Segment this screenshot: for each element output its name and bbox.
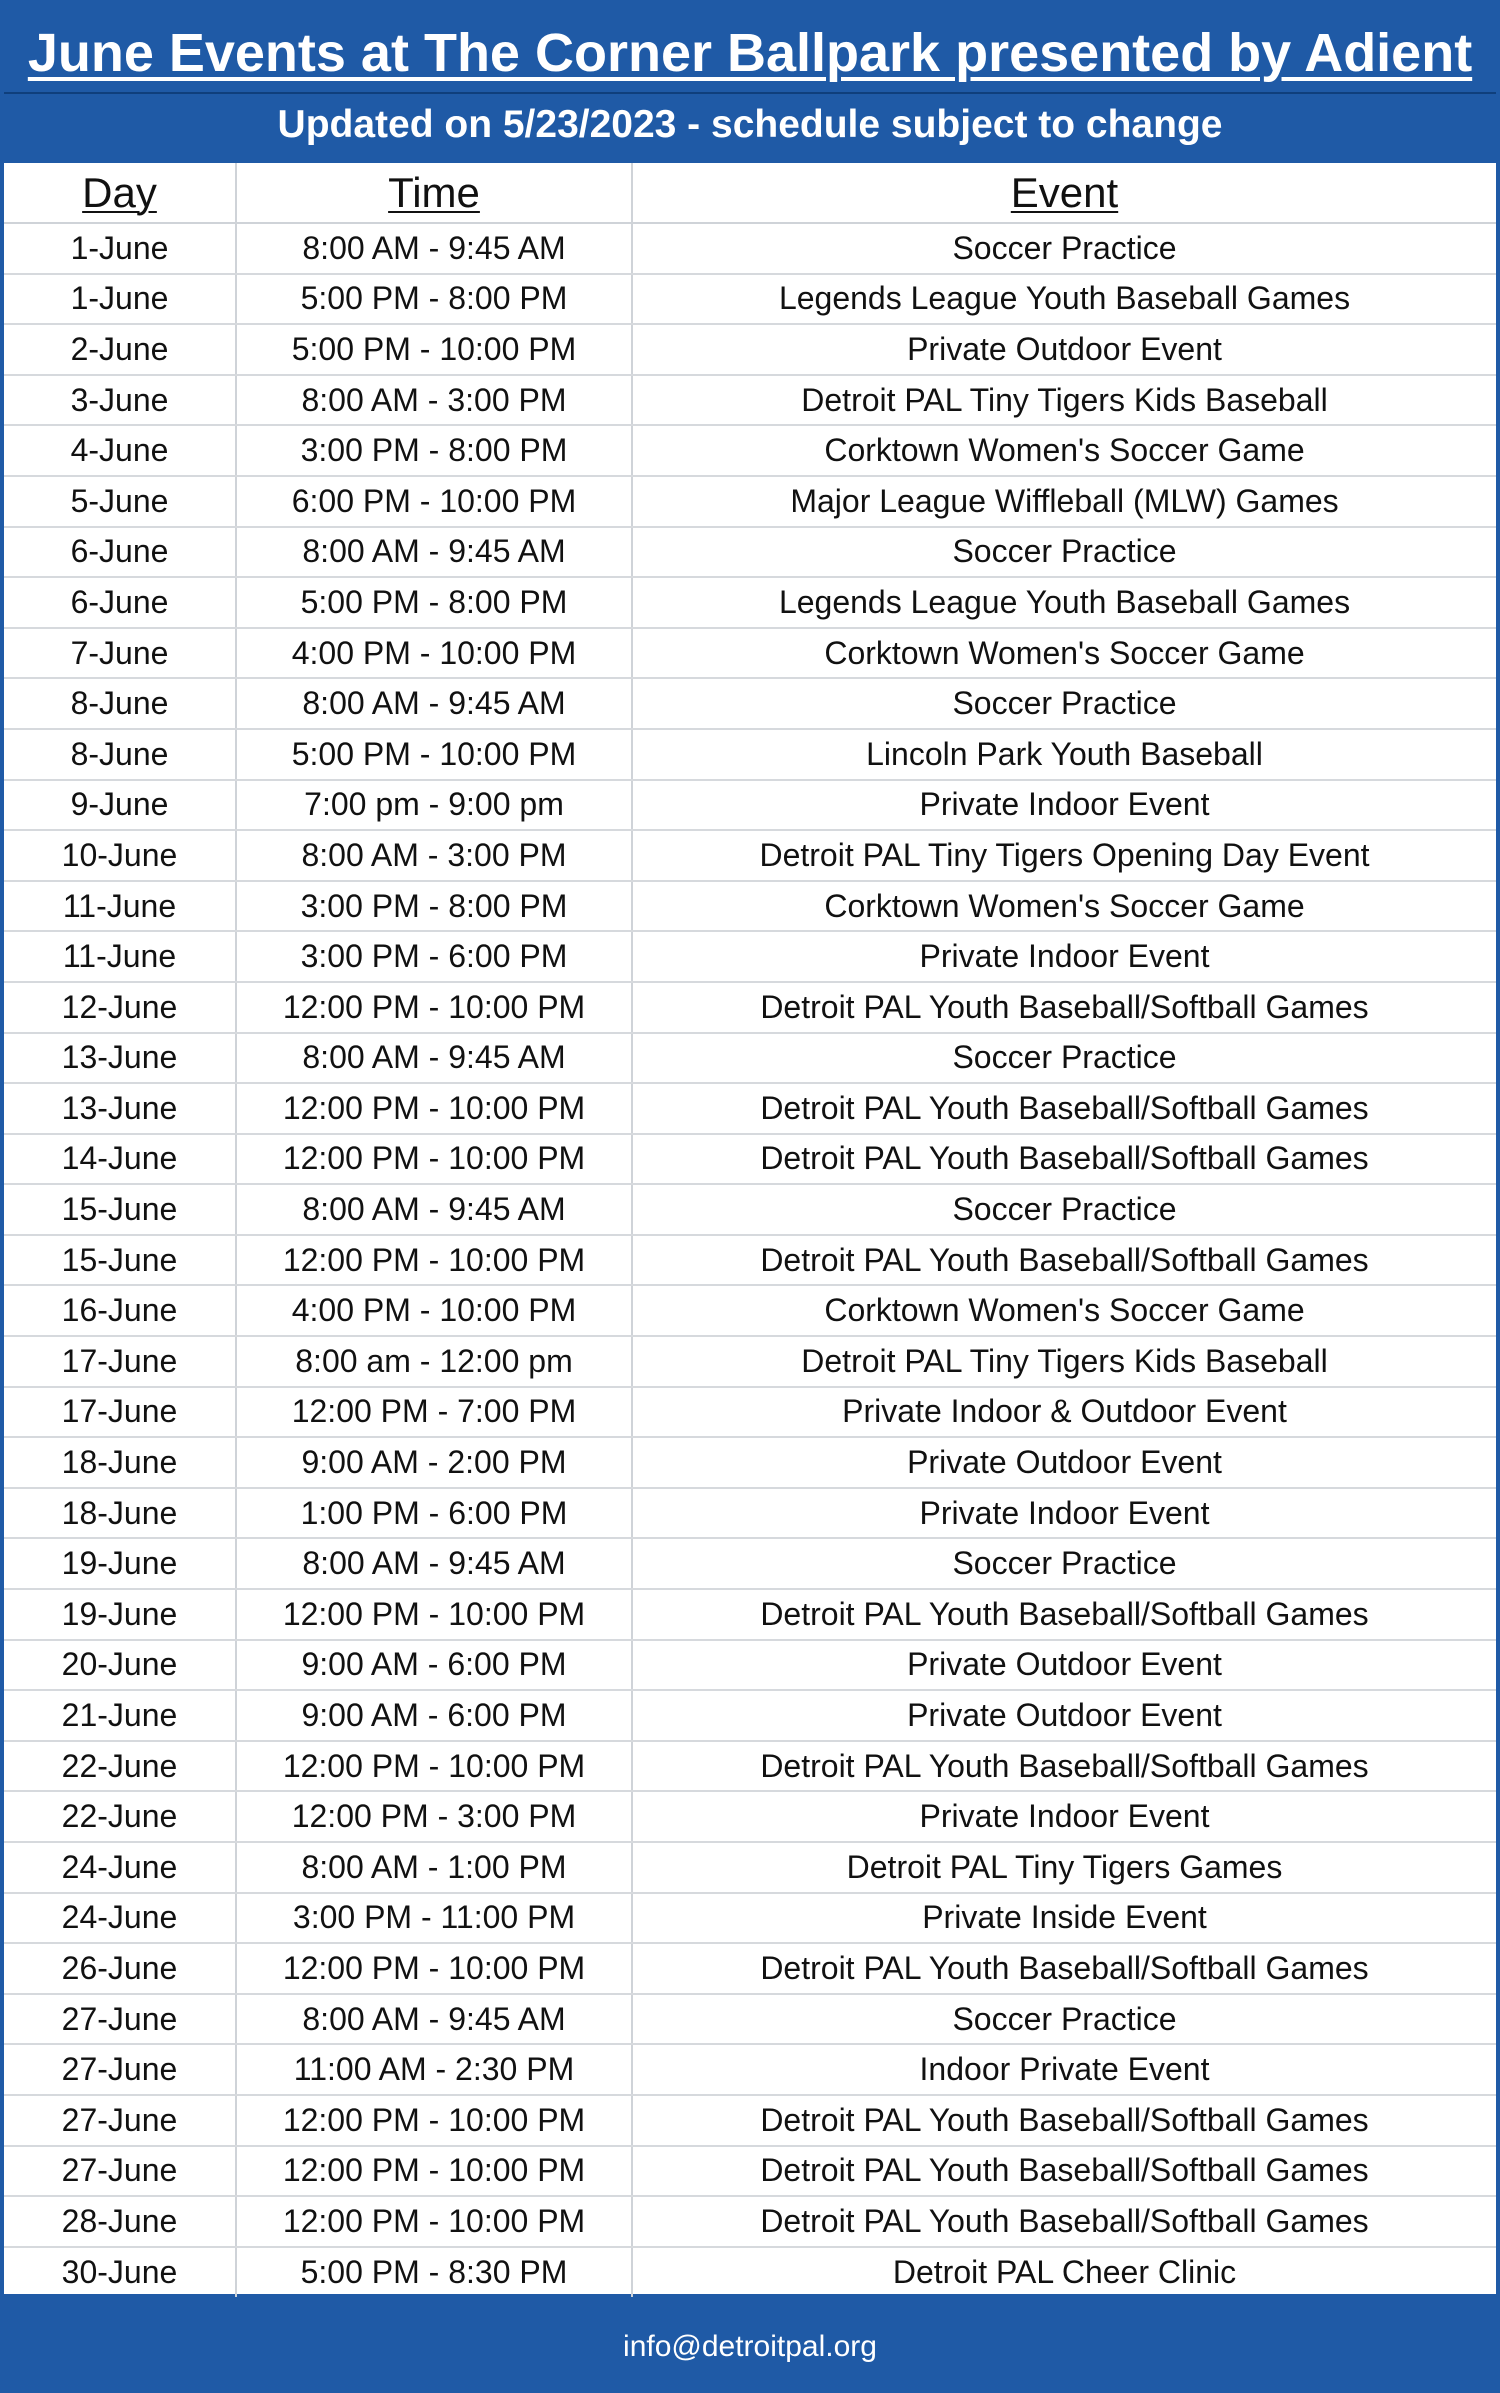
time-cell: 4:00 PM - 10:00 PM — [236, 1285, 632, 1336]
day-cell: 27-June — [4, 2095, 236, 2146]
time-cell: 7:00 pm - 9:00 pm — [236, 780, 632, 831]
time-cell: 12:00 PM - 10:00 PM — [236, 982, 632, 1033]
table-row — [4, 425, 1496, 476]
event-cell: Detroit PAL Youth Baseball/Softball Games — [632, 1235, 1496, 1286]
time-cell: 11:00 AM - 2:30 PM — [236, 2044, 632, 2095]
event-cell: Legends League Youth Baseball Games — [632, 274, 1496, 325]
table-row — [4, 780, 1496, 831]
table-row — [4, 982, 1496, 1033]
event-cell: Detroit PAL Youth Baseball/Softball Games — [632, 1741, 1496, 1792]
table-row — [4, 1690, 1496, 1741]
time-cell: 5:00 PM - 10:00 PM — [236, 324, 632, 375]
day-cell: 6-June — [4, 577, 236, 628]
time-cell: 6:00 PM - 10:00 PM — [236, 476, 632, 527]
day-cell: 22-June — [4, 1741, 236, 1792]
header-row — [4, 163, 1496, 223]
day-cell: 19-June — [4, 1538, 236, 1589]
time-cell: 8:00 am - 12:00 pm — [236, 1336, 632, 1387]
table-row — [4, 1387, 1496, 1438]
footer — [0, 2300, 1500, 2393]
day-cell: 1-June — [4, 274, 236, 325]
time-cell: 1:00 PM - 6:00 PM — [236, 1488, 632, 1539]
day-cell: 9-June — [4, 780, 236, 831]
event-cell: Soccer Practice — [632, 1994, 1496, 2045]
time-cell: 12:00 PM - 10:00 PM — [236, 2146, 632, 2197]
table-row — [4, 274, 1496, 325]
time-cell: 3:00 PM - 8:00 PM — [236, 425, 632, 476]
table-row — [4, 1640, 1496, 1691]
event-cell: Detroit PAL Youth Baseball/Softball Games — [632, 2095, 1496, 2146]
table-row — [4, 1842, 1496, 1893]
table-row — [4, 628, 1496, 679]
day-cell: 11-June — [4, 881, 236, 932]
event-cell: Corktown Women's Soccer Game — [632, 881, 1496, 932]
time-cell: 8:00 AM - 9:45 AM — [236, 1184, 632, 1235]
event-cell: Soccer Practice — [632, 1538, 1496, 1589]
table-row — [4, 1893, 1496, 1944]
poster-title: June Events at The Corner Ballpark presented by Adient — [27, 23, 1473, 83]
time-cell: 8:00 AM - 9:45 AM — [236, 1538, 632, 1589]
time-cell: 5:00 PM - 8:00 PM — [236, 274, 632, 325]
table-row — [4, 2196, 1496, 2247]
time-cell: 4:00 PM - 10:00 PM — [236, 628, 632, 679]
day-cell: 13-June — [4, 1033, 236, 1084]
day-cell: 19-June — [4, 1589, 236, 1640]
table-row — [4, 1083, 1496, 1134]
table-row — [4, 678, 1496, 729]
day-cell: 22-June — [4, 1791, 236, 1842]
time-cell: 8:00 AM - 9:45 AM — [236, 678, 632, 729]
table-row — [4, 931, 1496, 982]
event-cell: Private Outdoor Event — [632, 1437, 1496, 1488]
day-cell: 8-June — [4, 678, 236, 729]
table-row — [4, 2146, 1496, 2197]
event-cell: Detroit PAL Tiny Tigers Games — [632, 1842, 1496, 1893]
event-cell: Private Indoor Event — [632, 931, 1496, 982]
table-row — [4, 1943, 1496, 1994]
day-cell: 7-June — [4, 628, 236, 679]
day-cell: 18-June — [4, 1437, 236, 1488]
time-cell: 9:00 AM - 6:00 PM — [236, 1640, 632, 1691]
table-row — [4, 223, 1496, 274]
event-cell: Detroit PAL Tiny Tigers Kids Baseball — [632, 1336, 1496, 1387]
table-row — [4, 1589, 1496, 1640]
event-cell: Major League Wiffleball (MLW) Games — [632, 476, 1496, 527]
table-row — [4, 2095, 1496, 2146]
table-row — [4, 1184, 1496, 1235]
time-cell: 5:00 PM - 8:30 PM — [236, 2247, 632, 2298]
day-cell: 4-June — [4, 425, 236, 476]
column-header-day: Day — [4, 163, 236, 223]
day-cell: 17-June — [4, 1336, 236, 1387]
day-cell: 5-June — [4, 476, 236, 527]
table-row — [4, 375, 1496, 426]
time-cell: 8:00 AM - 3:00 PM — [236, 830, 632, 881]
time-cell: 12:00 PM - 10:00 PM — [236, 1741, 632, 1792]
day-cell: 24-June — [4, 1893, 236, 1944]
event-cell: Soccer Practice — [632, 223, 1496, 274]
day-cell: 20-June — [4, 1640, 236, 1691]
time-cell: 9:00 AM - 2:00 PM — [236, 1437, 632, 1488]
day-cell: 2-June — [4, 324, 236, 375]
time-cell: 12:00 PM - 10:00 PM — [236, 1235, 632, 1286]
table-row — [4, 1235, 1496, 1286]
time-cell: 3:00 PM - 11:00 PM — [236, 1893, 632, 1944]
event-cell: Indoor Private Event — [632, 2044, 1496, 2095]
day-cell: 14-June — [4, 1134, 236, 1185]
event-cell: Detroit PAL Youth Baseball/Softball Games — [632, 1083, 1496, 1134]
event-cell: Detroit PAL Cheer Clinic — [892, 2254, 1237, 2291]
event-cell: Soccer Practice — [632, 1033, 1496, 1084]
column-header-event: Event — [632, 163, 1496, 223]
time-cell: 12:00 PM - 10:00 PM — [236, 1134, 632, 1185]
day-cell: 21-June — [4, 1690, 236, 1741]
table-row — [4, 830, 1496, 881]
table-row — [4, 1741, 1496, 1792]
day-cell: 6-June — [4, 527, 236, 578]
event-cell: Soccer Practice — [632, 527, 1496, 578]
day-cell: 28-June — [4, 2196, 236, 2247]
schedule-table — [4, 163, 1496, 2297]
table-row — [4, 1791, 1496, 1842]
time-cell: 8:00 AM - 3:00 PM — [236, 375, 632, 426]
time-cell: 3:00 PM - 8:00 PM — [236, 881, 632, 932]
table-row — [4, 1336, 1496, 1387]
table-row — [4, 324, 1496, 375]
time-cell: 12:00 PM - 10:00 PM — [236, 1083, 632, 1134]
time-cell: 8:00 AM - 9:45 AM — [236, 527, 632, 578]
time-cell: 8:00 AM - 1:00 PM — [236, 1842, 632, 1893]
table-row — [4, 527, 1496, 578]
event-cell: Detroit PAL Youth Baseball/Softball Games — [632, 2146, 1496, 2197]
day-cell: 10-June — [4, 830, 236, 881]
table-row — [4, 729, 1496, 780]
table-row — [4, 2247, 1496, 2298]
day-cell: 27-June — [4, 2146, 236, 2197]
event-cell: Detroit PAL Youth Baseball/Softball Games — [632, 1589, 1496, 1640]
schedule-header — [4, 163, 1496, 223]
column-header-time: Time — [236, 163, 632, 223]
contact-email[interactable]: info@detroitpal.org — [623, 2329, 877, 2363]
time-cell: 12:00 PM - 10:00 PM — [236, 2196, 632, 2247]
update-notice: Updated on 5/23/2023 - schedule subject to change — [277, 103, 1223, 146]
schedule-table-container — [4, 163, 1496, 2294]
event-cell: Private Outdoor Event — [632, 324, 1496, 375]
day-cell: 17-June — [4, 1387, 236, 1438]
day-cell: 1-June — [4, 223, 236, 274]
event-cell: Detroit PAL Tiny Tigers Kids Baseball — [632, 375, 1496, 426]
title-divider — [4, 92, 1496, 94]
time-cell: 12:00 PM - 3:00 PM — [236, 1791, 632, 1842]
time-cell: 5:00 PM - 8:00 PM — [236, 577, 632, 628]
day-cell: 18-June — [4, 1488, 236, 1539]
day-cell: 8-June — [4, 729, 236, 780]
table-row — [4, 2044, 1496, 2095]
event-cell: Corktown Women's Soccer Game — [632, 628, 1496, 679]
event-cell: Soccer Practice — [632, 678, 1496, 729]
event-cell: Private Outdoor Event — [632, 1640, 1496, 1691]
event-cell: Corktown Women's Soccer Game — [632, 425, 1496, 476]
table-row — [4, 1134, 1496, 1185]
table-row — [4, 1437, 1496, 1488]
event-cell: Detroit PAL Youth Baseball/Softball Games — [632, 1943, 1496, 1994]
event-cell: Private Inside Event — [632, 1893, 1496, 1944]
table-row — [4, 1994, 1496, 2045]
time-cell: 12:00 PM - 10:00 PM — [236, 2095, 632, 2146]
day-cell: 27-June — [4, 2044, 236, 2095]
table-row — [4, 476, 1496, 527]
time-cell: 8:00 AM - 9:45 AM — [236, 1994, 632, 2045]
event-cell: Detroit PAL Youth Baseball/Softball Games — [632, 1134, 1496, 1185]
event-cell: Private Outdoor Event — [632, 1690, 1496, 1741]
table-row — [4, 1488, 1496, 1539]
event-cell: Private Indoor Event — [632, 780, 1496, 831]
event-cell: Detroit PAL Youth Baseball/Softball Games — [632, 2196, 1496, 2247]
event-cell: Private Indoor Event — [632, 1791, 1496, 1842]
event-cell: Legends League Youth Baseball Games — [632, 577, 1496, 628]
table-row — [4, 1285, 1496, 1336]
time-cell: 8:00 AM - 9:45 AM — [236, 223, 632, 274]
day-cell: 30-June — [4, 2247, 236, 2298]
day-cell: 26-June — [4, 1943, 236, 1994]
time-cell: 5:00 PM - 10:00 PM — [236, 729, 632, 780]
event-cell: Detroit PAL Youth Baseball/Softball Games — [632, 982, 1496, 1033]
schedule-body — [4, 223, 1496, 2297]
day-cell: 15-June — [4, 1235, 236, 1286]
event-cell: Detroit PAL Tiny Tigers Opening Day Event — [632, 830, 1496, 881]
day-cell: 13-June — [4, 1083, 236, 1134]
day-cell: 3-June — [4, 375, 236, 426]
time-cell: 8:00 AM - 9:45 AM — [236, 1033, 632, 1084]
event-cell: Private Indoor & Outdoor Event — [632, 1387, 1496, 1438]
time-cell: 3:00 PM - 6:00 PM — [236, 931, 632, 982]
event-cell: Lincoln Park Youth Baseball — [632, 729, 1496, 780]
day-cell: 11-June — [4, 931, 236, 982]
day-cell: 27-June — [4, 1994, 236, 2045]
event-cell: Corktown Women's Soccer Game — [632, 1285, 1496, 1336]
table-row — [4, 1538, 1496, 1589]
table-row — [4, 881, 1496, 932]
table-row — [4, 1033, 1496, 1084]
day-cell: 15-June — [4, 1184, 236, 1235]
event-cell: Private Indoor Event — [632, 1488, 1496, 1539]
day-cell: 24-June — [4, 1842, 236, 1893]
day-cell: 16-June — [4, 1285, 236, 1336]
event-cell: Soccer Practice — [632, 1184, 1496, 1235]
table-row — [4, 577, 1496, 628]
time-cell: 9:00 AM - 6:00 PM — [236, 1690, 632, 1741]
time-cell: 12:00 PM - 10:00 PM — [236, 1589, 632, 1640]
day-cell: 12-June — [4, 982, 236, 1033]
time-cell: 12:00 PM - 10:00 PM — [236, 1943, 632, 1994]
time-cell: 12:00 PM - 7:00 PM — [236, 1387, 632, 1438]
